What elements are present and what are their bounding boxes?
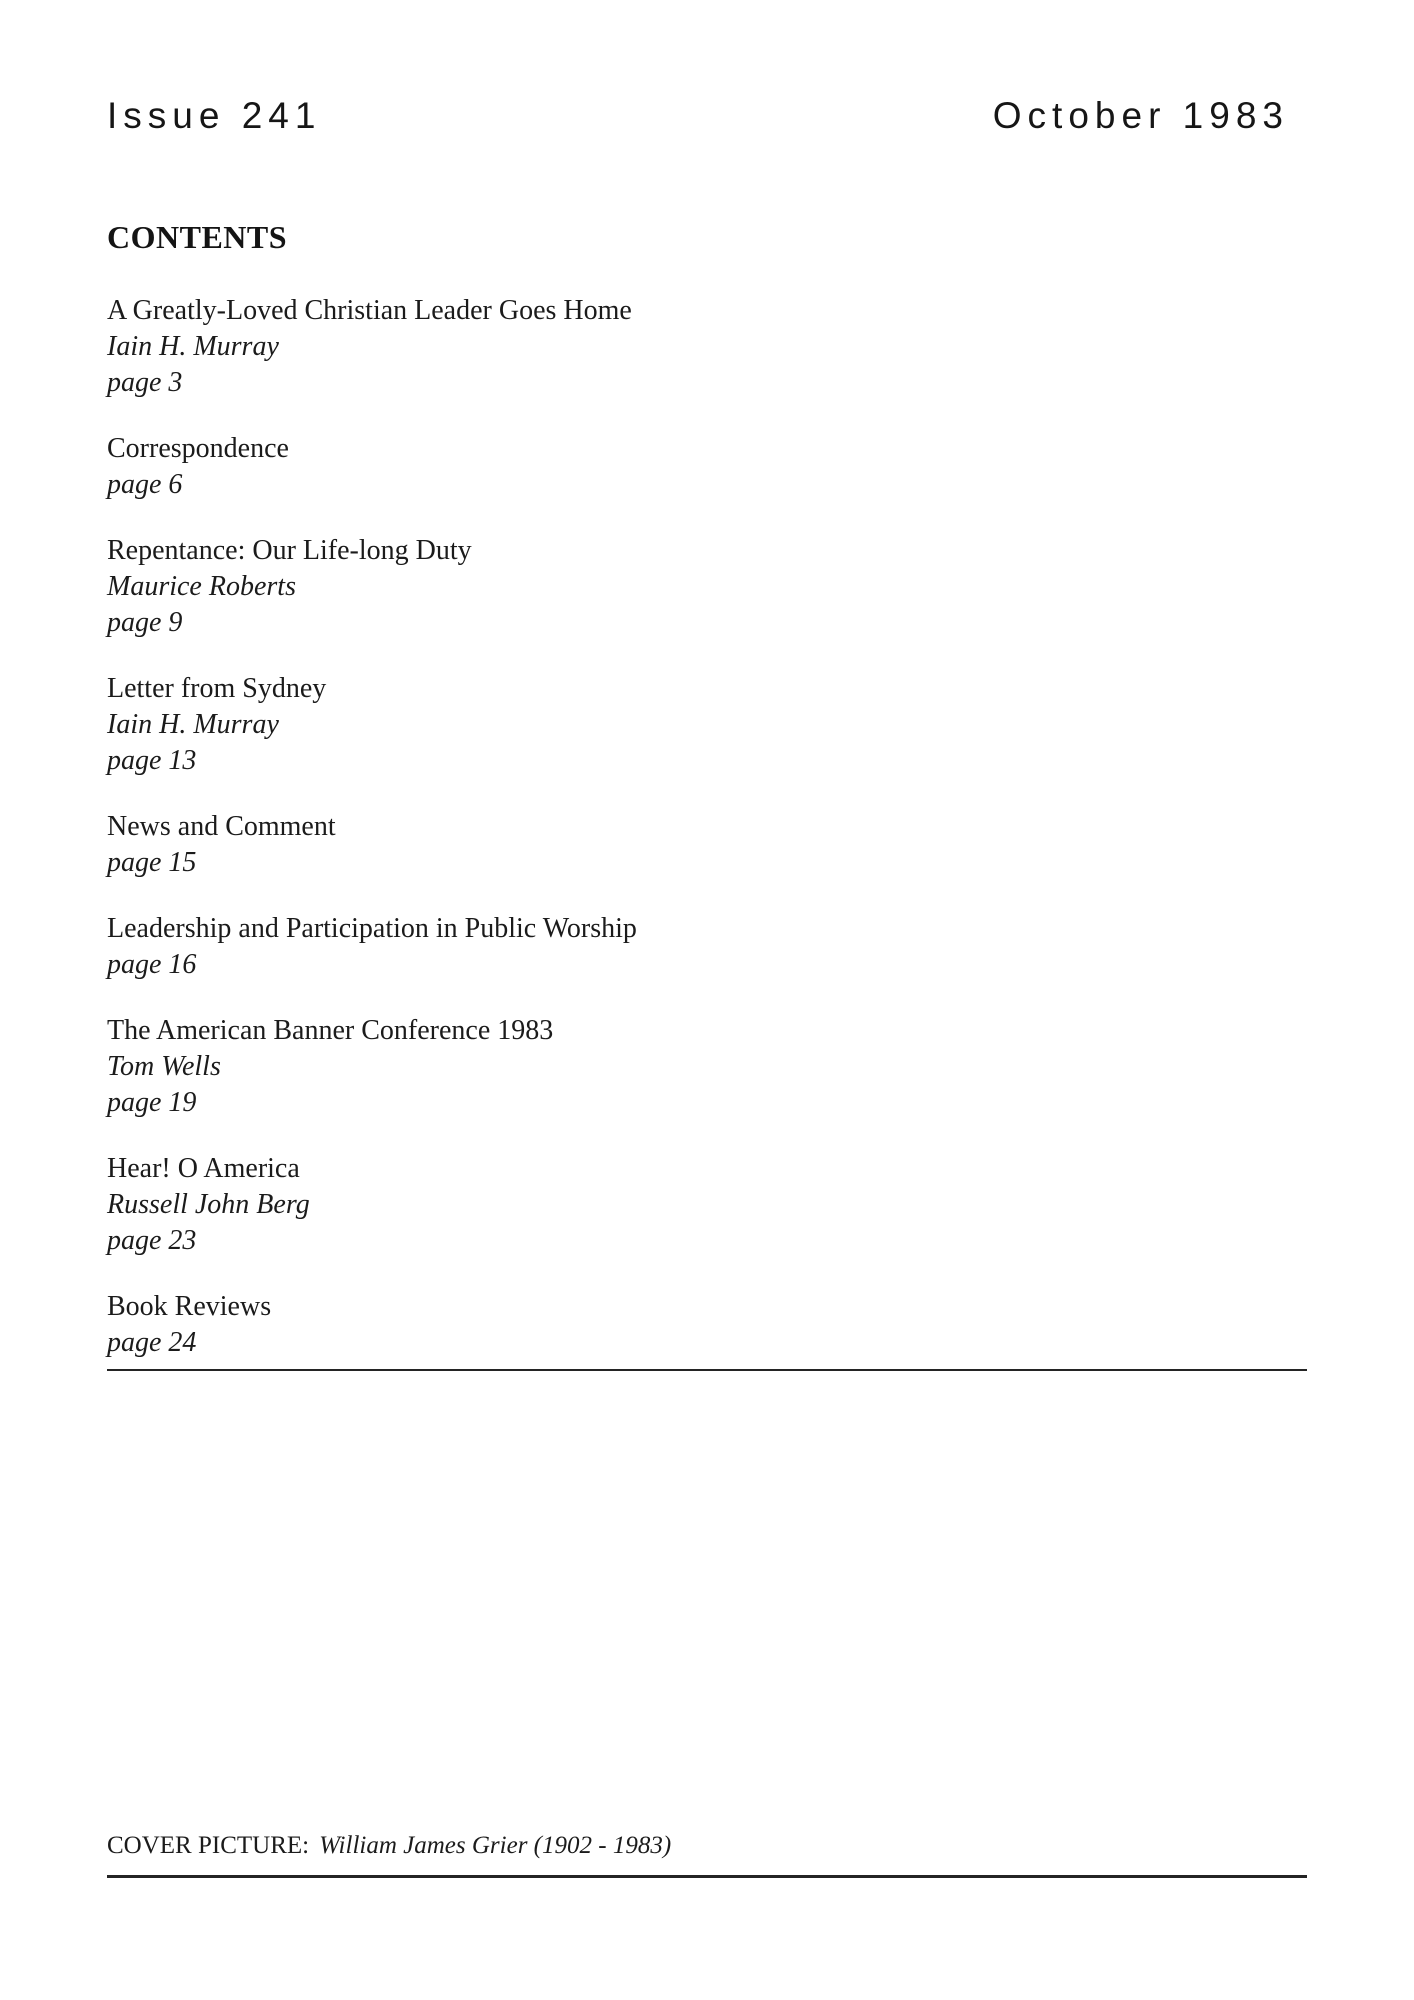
toc-entry-title: Book Reviews <box>107 1291 272 1322</box>
page-header <box>107 97 1307 134</box>
toc-entry-page: page 6 <box>107 469 183 500</box>
toc-entry-title: The American Banner Conference 1983 <box>107 1015 554 1046</box>
toc-entry <box>107 1151 1307 1259</box>
toc-divider-rule <box>107 1369 1307 1371</box>
toc-entry-title: News and Comment <box>107 811 336 842</box>
toc-entry-title: Leadership and Participation in Public Worship <box>107 913 637 944</box>
toc-entry-author: Tom Wells <box>107 1051 221 1082</box>
toc-entry-author: Iain H. Murray <box>107 331 279 362</box>
toc-entry <box>107 911 1307 983</box>
toc-entry-title: Correspondence <box>107 433 289 464</box>
cover-picture-label: COVER PICTURE: <box>107 1832 310 1859</box>
toc-entry <box>107 809 1307 881</box>
toc-entry <box>107 431 1307 503</box>
toc-entry-author: Maurice Roberts <box>107 571 296 602</box>
contents-list <box>107 293 1307 1361</box>
toc-entry-author: Russell John Berg <box>107 1189 310 1220</box>
toc-entry-title: Hear! O America <box>107 1153 300 1184</box>
toc-entry-page: page 16 <box>107 949 197 980</box>
toc-entry-title: A Greatly-Loved Christian Leader Goes Home <box>107 295 632 326</box>
issue-number: Issue 241 <box>107 95 322 136</box>
toc-entry-page: page 3 <box>107 367 183 398</box>
cover-picture-caption <box>107 1830 1307 1862</box>
issue-date: October 1983 <box>992 95 1289 136</box>
toc-entry-page: page 24 <box>107 1327 197 1358</box>
cover-picture-title: William James Grier (1902 - 1983) <box>319 1832 672 1859</box>
toc-entry <box>107 1289 1307 1361</box>
toc-entry-page: page 9 <box>107 607 183 638</box>
toc-entry <box>107 1013 1307 1121</box>
toc-entry <box>107 533 1307 641</box>
toc-entry-page: page 19 <box>107 1087 197 1118</box>
footer-divider-rule <box>107 1875 1307 1878</box>
toc-entry-page: page 13 <box>107 745 197 776</box>
toc-entry-page: page 15 <box>107 847 197 878</box>
toc-entry-title: Repentance: Our Life-long Duty <box>107 535 472 566</box>
contents-heading: CONTENTS <box>107 219 288 255</box>
toc-entry-page: page 23 <box>107 1225 197 1256</box>
toc-entry-title: Letter from Sydney <box>107 673 327 704</box>
toc-entry <box>107 293 1307 401</box>
toc-entry <box>107 671 1307 779</box>
toc-entry-author: Iain H. Murray <box>107 709 279 740</box>
